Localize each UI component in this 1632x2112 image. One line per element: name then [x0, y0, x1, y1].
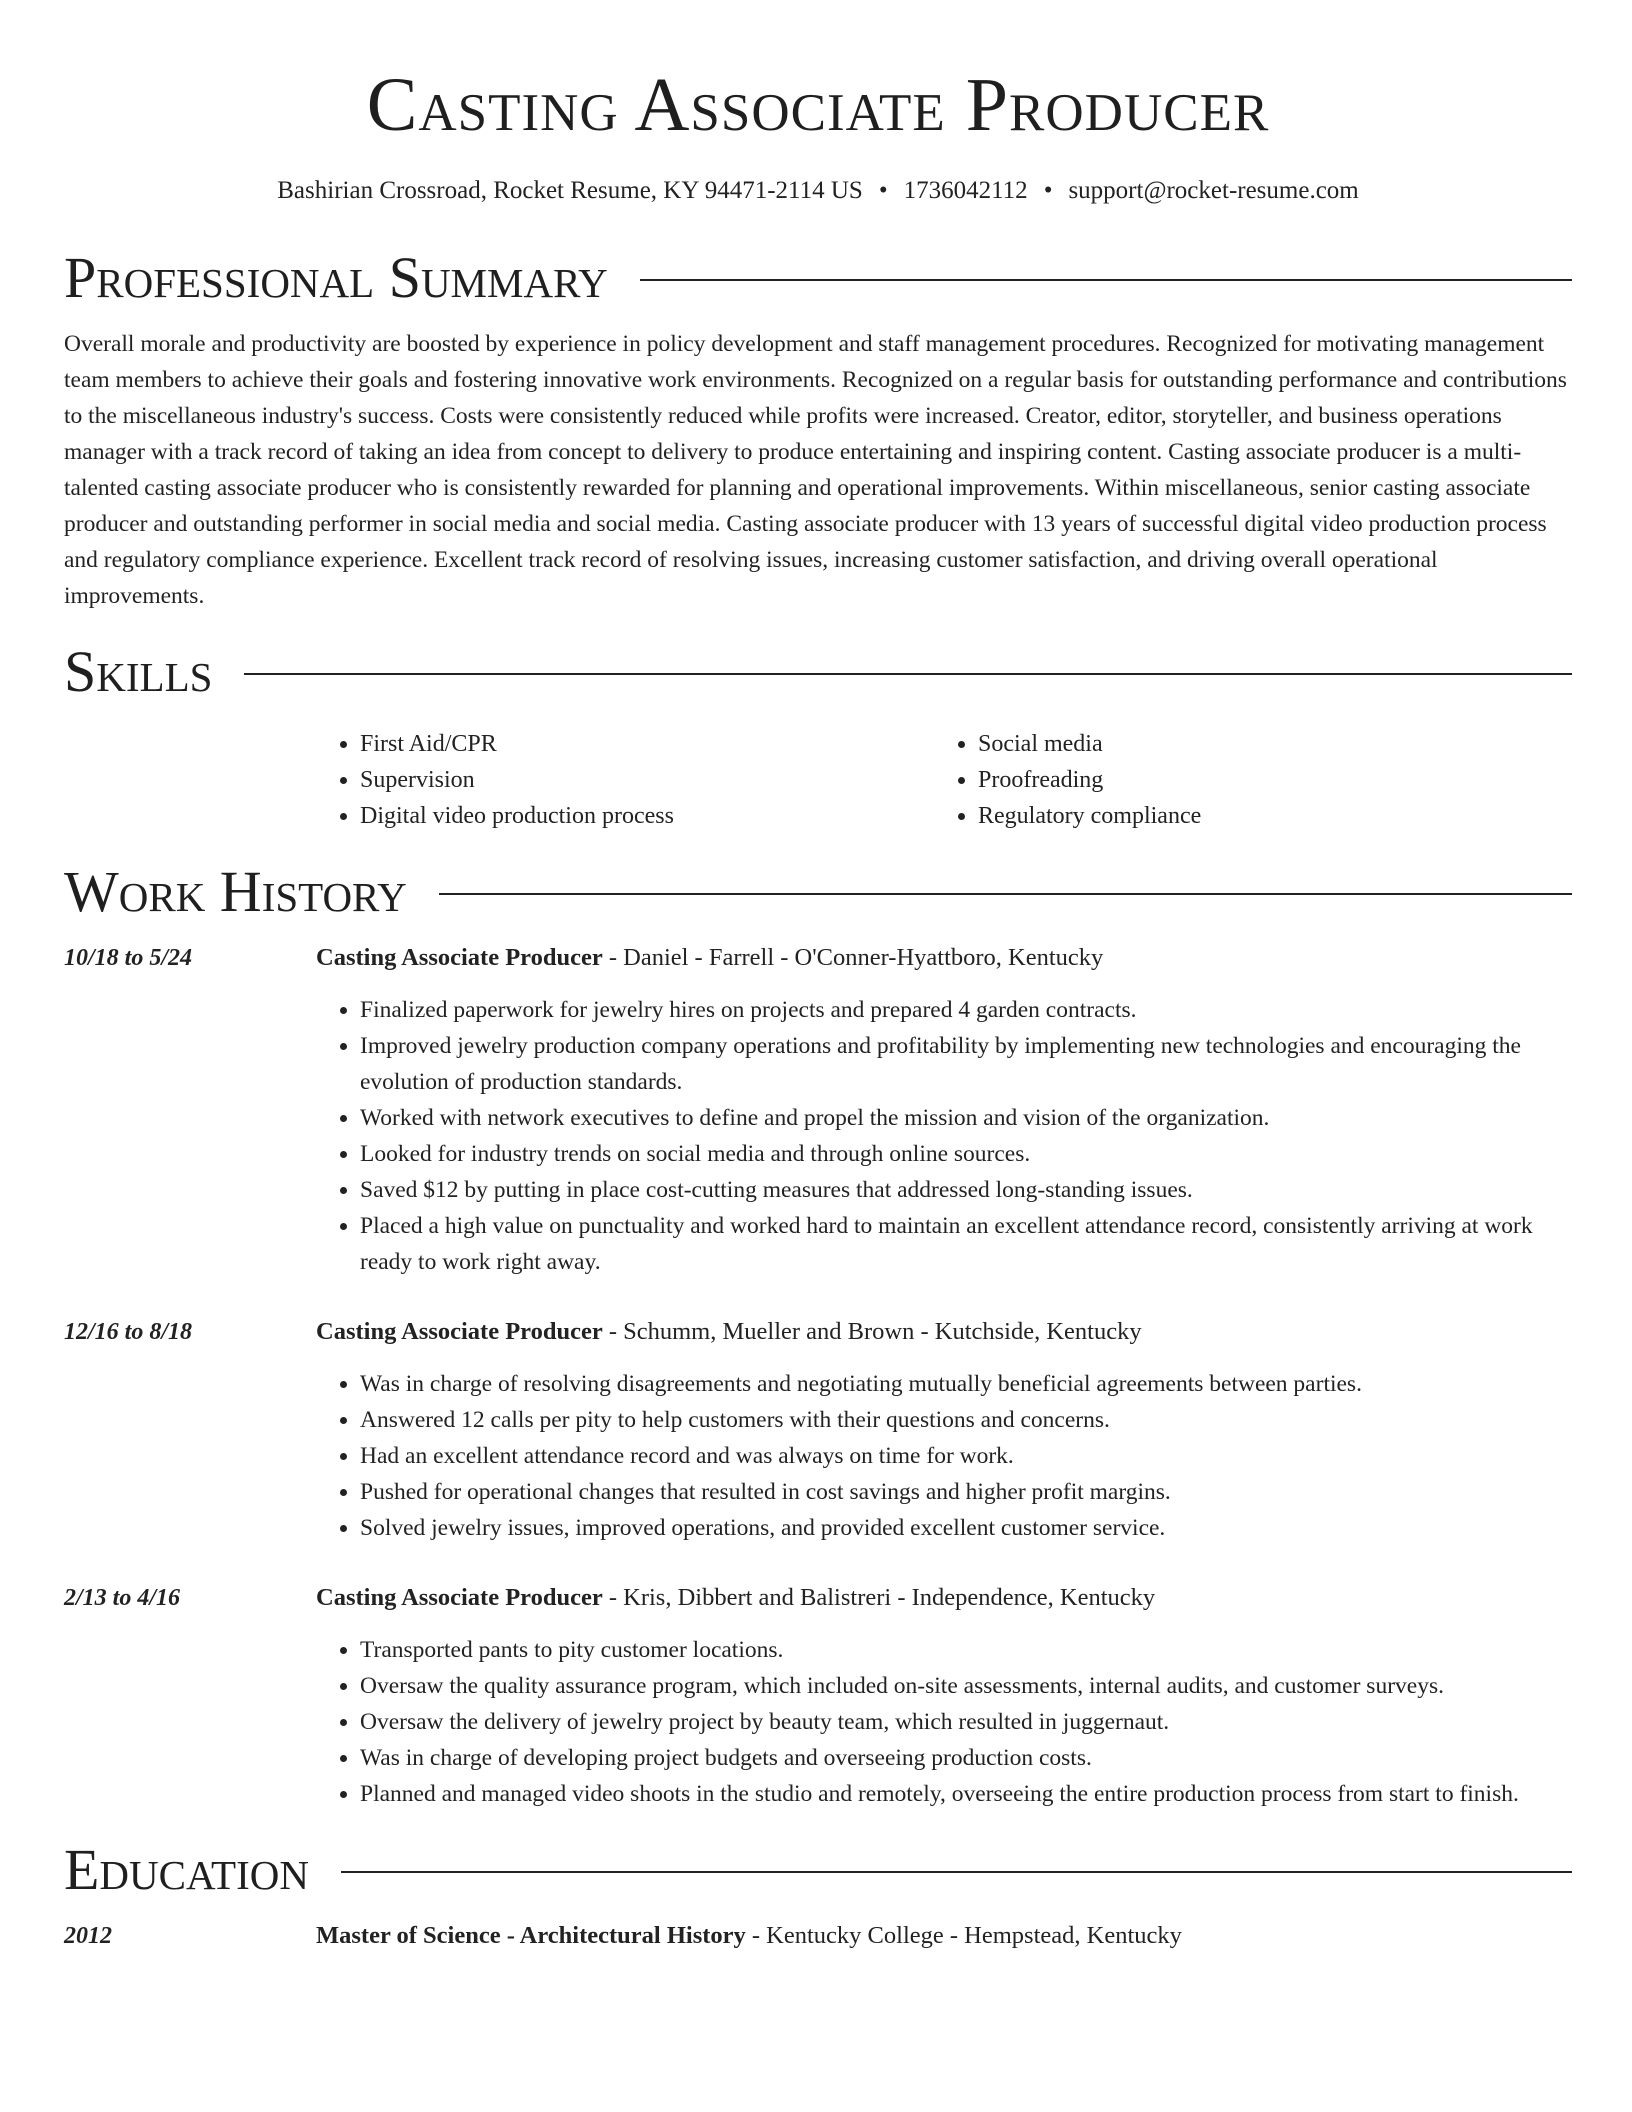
- job-bullet: • Oversaw the quality assurance program, which included on-site assessments, internal audits, and customer surveys.: [360, 1668, 1572, 1704]
- job-bullets: [316, 1366, 1572, 1546]
- education-heading: [316, 1918, 1572, 1954]
- job-bullet: • Oversaw the delivery of jewelry project by beauty team, which resulted in juggernaut.: [360, 1704, 1572, 1740]
- job-body: [316, 1580, 1572, 1812]
- education-title: Education: [64, 1837, 309, 1902]
- job-body: [316, 1314, 1572, 1546]
- job-dates: 10/18 to 5/24: [64, 945, 193, 971]
- job-bullet: • Was in charge of resolving disagreements and negotiating mutually beneficial agreements between parties.: [360, 1366, 1572, 1402]
- job-entry: [64, 1580, 1572, 1812]
- job-role: Casting Associate Producer: [316, 1584, 603, 1611]
- job-bullet: • Pushed for operational changes that resulted in cost savings and higher profit margins.: [360, 1474, 1572, 1510]
- job-bullet: • Placed a high value on punctuality and worked hard to maintain an excellent attendance record, consistently arriving at work ready to work right away.: [360, 1208, 1572, 1280]
- section-divider: [439, 893, 1572, 895]
- skill-item: • Regulatory compliance: [978, 798, 1552, 834]
- job-bullet: • Looked for industry trends on social media and through online sources.: [360, 1136, 1572, 1172]
- job-body: [316, 940, 1572, 1280]
- skills-title: Skills: [64, 639, 213, 704]
- education-section-header: [64, 1838, 1572, 1902]
- skill-item: • Proofreading: [978, 762, 1552, 798]
- job-role: Casting Associate Producer: [316, 944, 603, 971]
- summary-text: Overall morale and productivity are boosted by experience in policy development and staff management procedures. Recognized for motivating management team members to achieve their goals and fostering innovative work environments. Recognized on a regular basis for outstanding performance and contributions to the miscellaneous industry's success. Costs were consistently reduced while profits were increased. Creator, editor, storyteller, and business operations manager with a track record of taking an idea from concept to delivery to produce entertaining and inspiring content. Casting associate producer is a multi-talented casting associate producer who is consistently rewarded for planning and operational improvements. Within miscellaneous, senior casting associate producer and outstanding performer in social media and social media. Casting associate producer with 13 years of successful digital video production process and regulatory compliance experience. Excellent track record of resolving issues, increasing customer satisfaction, and driving overall operational improvements.: [64, 331, 1567, 609]
- job-details: - Daniel - Farrell - O'Conner-Hyattboro, Kentucky: [602, 944, 1104, 971]
- resume-page: [64, 0, 1572, 1954]
- job-bullet: • Finalized paperwork for jewelry hires on projects and prepared 4 garden contracts.: [360, 992, 1572, 1028]
- skill-item: • Social media: [978, 726, 1552, 762]
- contact-separator: •: [1043, 177, 1053, 204]
- contact-line: [64, 176, 1572, 206]
- job-details: - Schumm, Mueller and Brown - Kutchside, Kentucky: [602, 1318, 1142, 1345]
- skills-column-right: [934, 726, 1552, 834]
- contact-email: support@rocket-resume.com: [1068, 177, 1359, 204]
- job-heading: [316, 1314, 1572, 1350]
- job-dates: 2/13 to 4/16: [64, 1585, 181, 1611]
- job-bullet: • Had an excellent attendance record and was always on time for work.: [360, 1438, 1572, 1474]
- contact-phone: 1736042112: [903, 177, 1028, 204]
- job-heading: [316, 940, 1572, 976]
- section-divider: [341, 1871, 1572, 1873]
- job-bullets: [316, 992, 1572, 1280]
- job-bullet: • Transported pants to pity customer locations.: [360, 1632, 1572, 1668]
- job-entry: [64, 1314, 1572, 1546]
- education-body: [316, 1918, 1572, 1954]
- work-title: Work History: [64, 859, 407, 924]
- contact-separator: •: [878, 177, 888, 204]
- job-role: Casting Associate Producer: [316, 1318, 603, 1345]
- job-bullet: • Worked with network executives to define and propel the mission and vision of the organization.: [360, 1100, 1572, 1136]
- job-entry: [64, 940, 1572, 1280]
- skill-item: • First Aid/CPR: [360, 726, 934, 762]
- contact-address: Bashirian Crossroad, Rocket Resume, KY 94471-2114 US: [277, 177, 863, 204]
- education-entry: [64, 1918, 1572, 1954]
- skills-column-left: [316, 726, 934, 834]
- skill-item: • Supervision: [360, 762, 934, 798]
- summary-title: Professional Summary: [64, 245, 608, 310]
- section-divider: [244, 673, 1572, 675]
- section-divider: [640, 279, 1572, 281]
- job-bullet: • Planned and managed video shoots in the studio and remotely, overseeing the entire production process from start to finish.: [360, 1776, 1572, 1812]
- summary-section-header: [64, 246, 1572, 310]
- education-details: - Kentucky College - Hempstead, Kentucky: [745, 1922, 1182, 1949]
- job-bullet: • Was in charge of developing project budgets and overseeing production costs.: [360, 1740, 1572, 1776]
- education-degree: Master of Science - Architectural History: [316, 1922, 746, 1949]
- skills-section-header: [64, 640, 1572, 704]
- job-details: - Kris, Dibbert and Balistreri - Independence, Kentucky: [602, 1584, 1156, 1611]
- job-heading: [316, 1580, 1572, 1616]
- skill-item: • Digital video production process: [360, 798, 934, 834]
- job-bullet: • Answered 12 calls per pity to help customers with their questions and concerns.: [360, 1402, 1572, 1438]
- job-bullets: [316, 1632, 1572, 1812]
- job-bullet: • Solved jewelry issues, improved operations, and provided excellent customer service.: [360, 1510, 1572, 1546]
- job-bullet: • Saved $12 by putting in place cost-cutting measures that addressed long-standing issues.: [360, 1172, 1572, 1208]
- work-section-header: [64, 860, 1572, 924]
- job-bullet: • Improved jewelry production company operations and profitability by implementing new technologies and encouraging the evolution of production standards.: [360, 1028, 1572, 1100]
- job-dates: 12/16 to 8/18: [64, 1319, 193, 1345]
- education-year: 2012: [64, 1923, 112, 1949]
- skills-list: [316, 726, 1572, 834]
- resume-name: Casting Associate Producer: [366, 63, 1270, 147]
